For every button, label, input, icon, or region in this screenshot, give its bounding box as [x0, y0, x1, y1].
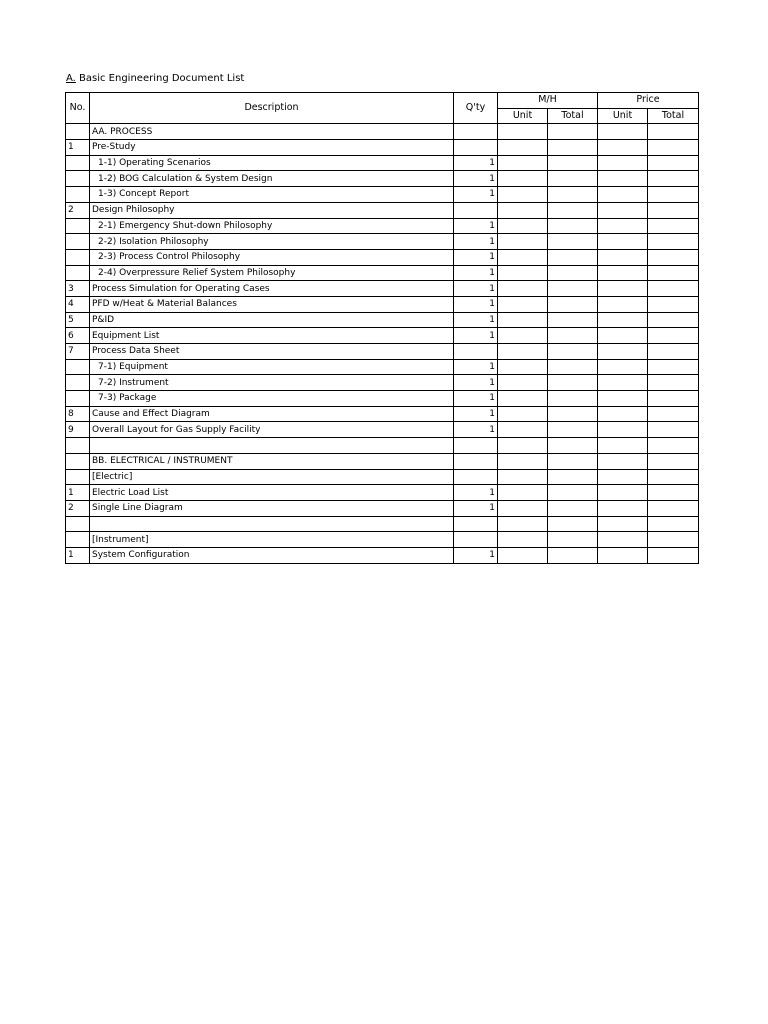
cell-qty: 1: [454, 422, 498, 438]
cell-price-unit: [598, 234, 648, 250]
cell-mh-unit: [498, 265, 548, 281]
cell-description: PFD w/Heat & Material Balances: [90, 296, 454, 312]
cell-mh-unit: [498, 328, 548, 344]
cell-no: 7: [66, 344, 90, 360]
cell-mh-unit: [498, 406, 548, 422]
cell-price-total: [648, 218, 699, 234]
cell-price-total: [648, 296, 699, 312]
document-title-prefix: A.: [66, 73, 76, 84]
cell-no: [66, 532, 90, 548]
table-row: [66, 249, 699, 265]
cell-price-unit: [598, 312, 648, 328]
table-row: [66, 140, 699, 156]
cell-price-total: [648, 359, 699, 375]
header-price-total: Total: [648, 108, 699, 124]
table-row: [66, 202, 699, 218]
cell-no: 6: [66, 328, 90, 344]
cell-description: Pre-Study: [90, 140, 454, 156]
cell-mh-total: [548, 375, 598, 391]
cell-price-total: [648, 328, 699, 344]
cell-price-unit: [598, 516, 648, 532]
cell-no: 2: [66, 500, 90, 516]
cell-price-total: [648, 500, 699, 516]
table-row: [66, 344, 699, 360]
cell-description: 1-3) Concept Report: [90, 187, 454, 203]
table-row: [66, 234, 699, 250]
cell-description: 7-1) Equipment: [90, 359, 454, 375]
cell-mh-total: [548, 202, 598, 218]
cell-no: [66, 124, 90, 140]
table-row: [66, 187, 699, 203]
cell-price-unit: [598, 218, 648, 234]
cell-description: 2-3) Process Control Philosophy: [90, 249, 454, 265]
cell-price-total: [648, 124, 699, 140]
cell-price-unit: [598, 406, 648, 422]
cell-price-unit: [598, 500, 648, 516]
cell-price-unit: [598, 469, 648, 485]
cell-description: 2-4) Overpressure Relief System Philosophy: [90, 265, 454, 281]
cell-mh-total: [548, 281, 598, 297]
cell-mh-unit: [498, 155, 548, 171]
table-row: [66, 281, 699, 297]
cell-no: [66, 516, 90, 532]
cell-price-unit: [598, 296, 648, 312]
cell-mh-total: [548, 391, 598, 407]
cell-description: [90, 516, 454, 532]
cell-qty: 1: [454, 328, 498, 344]
cell-price-unit: [598, 438, 648, 454]
cell-mh-unit: [498, 391, 548, 407]
cell-price-unit: [598, 547, 648, 563]
header-mh-total: Total: [548, 108, 598, 124]
cell-mh-total: [548, 547, 598, 563]
table-row: [66, 124, 699, 140]
cell-description: AA. PROCESS: [90, 124, 454, 140]
cell-mh-total: [548, 312, 598, 328]
table-row: [66, 516, 699, 532]
table-row: [66, 485, 699, 501]
table-row: [66, 296, 699, 312]
cell-mh-total: [548, 469, 598, 485]
cell-price-unit: [598, 249, 648, 265]
cell-price-unit: [598, 532, 648, 548]
cell-mh-total: [548, 422, 598, 438]
cell-description: 1-2) BOG Calculation & System Design: [90, 171, 454, 187]
cell-price-unit: [598, 359, 648, 375]
cell-description: Process Simulation for Operating Cases: [90, 281, 454, 297]
cell-description: Electric Load List: [90, 485, 454, 501]
cell-price-total: [648, 547, 699, 563]
cell-mh-unit: [498, 124, 548, 140]
table-row: [66, 218, 699, 234]
cell-mh-total: [548, 516, 598, 532]
cell-price-total: [648, 516, 699, 532]
cell-qty: [454, 438, 498, 454]
cell-no: 2: [66, 202, 90, 218]
cell-mh-unit: [498, 438, 548, 454]
cell-description: 2-2) Isolation Philosophy: [90, 234, 454, 250]
table-row: [66, 391, 699, 407]
cell-description: P&ID: [90, 312, 454, 328]
cell-no: 1: [66, 485, 90, 501]
cell-no: 1: [66, 547, 90, 563]
cell-description: 1-1) Operating Scenarios: [90, 155, 454, 171]
cell-qty: [454, 516, 498, 532]
table-row: [66, 438, 699, 454]
cell-price-total: [648, 453, 699, 469]
cell-mh-total: [548, 485, 598, 501]
cell-price-unit: [598, 171, 648, 187]
cell-qty: [454, 124, 498, 140]
cell-price-total: [648, 140, 699, 156]
cell-no: [66, 359, 90, 375]
cell-description: [Electric]: [90, 469, 454, 485]
cell-no: [66, 469, 90, 485]
cell-no: 1: [66, 140, 90, 156]
cell-mh-unit: [498, 500, 548, 516]
cell-price-unit: [598, 155, 648, 171]
header-price: Price: [598, 93, 699, 109]
cell-qty: 1: [454, 234, 498, 250]
cell-mh-total: [548, 218, 598, 234]
cell-price-total: [648, 312, 699, 328]
cell-mh-unit: [498, 312, 548, 328]
table-header: [66, 93, 699, 124]
cell-qty: 1: [454, 485, 498, 501]
cell-mh-unit: [498, 485, 548, 501]
cell-no: [66, 218, 90, 234]
cell-qty: 1: [454, 296, 498, 312]
cell-price-unit: [598, 344, 648, 360]
cell-no: [66, 187, 90, 203]
cell-description: Cause and Effect Diagram: [90, 406, 454, 422]
cell-mh-unit: [498, 202, 548, 218]
table-row: [66, 406, 699, 422]
cell-qty: 1: [454, 391, 498, 407]
header-qty: Q'ty: [454, 93, 498, 124]
cell-mh-total: [548, 140, 598, 156]
cell-qty: 1: [454, 547, 498, 563]
cell-mh-total: [548, 155, 598, 171]
cell-mh-total: [548, 234, 598, 250]
table-body: [66, 124, 699, 563]
table-row: [66, 532, 699, 548]
cell-mh-unit: [498, 375, 548, 391]
table-row: [66, 171, 699, 187]
cell-description: Process Data Sheet: [90, 344, 454, 360]
cell-price-unit: [598, 391, 648, 407]
table-row: [66, 422, 699, 438]
cell-price-total: [648, 532, 699, 548]
cell-mh-total: [548, 249, 598, 265]
header-no: No.: [66, 93, 90, 124]
header-mh: M/H: [498, 93, 598, 109]
cell-description: 7-2) Instrument: [90, 375, 454, 391]
cell-qty: 1: [454, 359, 498, 375]
table-row: [66, 500, 699, 516]
cell-price-unit: [598, 281, 648, 297]
cell-mh-total: [548, 124, 598, 140]
cell-mh-unit: [498, 249, 548, 265]
cell-price-unit: [598, 422, 648, 438]
cell-mh-unit: [498, 469, 548, 485]
cell-qty: [454, 202, 498, 218]
cell-mh-total: [548, 328, 598, 344]
cell-price-total: [648, 281, 699, 297]
cell-no: [66, 453, 90, 469]
cell-qty: [454, 453, 498, 469]
cell-description: BB. ELECTRICAL / INSTRUMENT: [90, 453, 454, 469]
cell-description: [Instrument]: [90, 532, 454, 548]
cell-description: Overall Layout for Gas Supply Facility: [90, 422, 454, 438]
cell-no: [66, 155, 90, 171]
cell-description: [90, 438, 454, 454]
cell-qty: [454, 469, 498, 485]
cell-mh-unit: [498, 171, 548, 187]
cell-price-total: [648, 202, 699, 218]
header-price-unit: Unit: [598, 108, 648, 124]
cell-description: Single Line Diagram: [90, 500, 454, 516]
cell-mh-total: [548, 453, 598, 469]
cell-qty: 1: [454, 406, 498, 422]
header-description: Description: [90, 93, 454, 124]
cell-price-total: [648, 171, 699, 187]
cell-price-unit: [598, 375, 648, 391]
cell-no: 9: [66, 422, 90, 438]
cell-price-unit: [598, 265, 648, 281]
cell-no: 8: [66, 406, 90, 422]
table-row: [66, 155, 699, 171]
cell-mh-total: [548, 406, 598, 422]
cell-mh-total: [548, 265, 598, 281]
cell-mh-unit: [498, 344, 548, 360]
cell-no: 3: [66, 281, 90, 297]
cell-mh-unit: [498, 516, 548, 532]
header-mh-unit: Unit: [498, 108, 548, 124]
cell-qty: 1: [454, 375, 498, 391]
cell-price-unit: [598, 202, 648, 218]
cell-price-total: [648, 155, 699, 171]
cell-price-total: [648, 422, 699, 438]
table-row: [66, 547, 699, 563]
table-row: [66, 375, 699, 391]
cell-price-total: [648, 249, 699, 265]
cell-description: 2-1) Emergency Shut-down Philosophy: [90, 218, 454, 234]
cell-price-unit: [598, 124, 648, 140]
cell-qty: [454, 344, 498, 360]
cell-mh-unit: [498, 140, 548, 156]
cell-mh-unit: [498, 281, 548, 297]
cell-price-unit: [598, 453, 648, 469]
cell-mh-total: [548, 359, 598, 375]
cell-no: [66, 391, 90, 407]
cell-no: 4: [66, 296, 90, 312]
cell-mh-total: [548, 296, 598, 312]
cell-mh-unit: [498, 218, 548, 234]
cell-price-total: [648, 485, 699, 501]
cell-no: [66, 171, 90, 187]
cell-price-unit: [598, 140, 648, 156]
cell-qty: [454, 532, 498, 548]
table-row: [66, 312, 699, 328]
cell-price-unit: [598, 328, 648, 344]
cell-mh-total: [548, 171, 598, 187]
cell-qty: 1: [454, 281, 498, 297]
cell-mh-total: [548, 187, 598, 203]
cell-no: [66, 265, 90, 281]
document-list-table: [65, 92, 699, 564]
cell-mh-total: [548, 438, 598, 454]
cell-mh-unit: [498, 359, 548, 375]
cell-qty: 1: [454, 218, 498, 234]
cell-no: [66, 375, 90, 391]
cell-mh-total: [548, 500, 598, 516]
table-row: [66, 328, 699, 344]
cell-description: 7-3) Package: [90, 391, 454, 407]
cell-mh-unit: [498, 234, 548, 250]
cell-qty: 1: [454, 249, 498, 265]
table-row: [66, 453, 699, 469]
cell-price-total: [648, 265, 699, 281]
cell-mh-unit: [498, 187, 548, 203]
table-row: [66, 469, 699, 485]
cell-price-total: [648, 375, 699, 391]
cell-price-unit: [598, 187, 648, 203]
cell-price-total: [648, 187, 699, 203]
cell-qty: 1: [454, 155, 498, 171]
cell-price-total: [648, 438, 699, 454]
cell-qty: 1: [454, 171, 498, 187]
cell-no: [66, 438, 90, 454]
cell-no: 5: [66, 312, 90, 328]
document-title-text: Basic Engineering Document List: [75, 73, 245, 84]
document-title: [66, 72, 244, 86]
cell-mh-unit: [498, 422, 548, 438]
cell-price-total: [648, 344, 699, 360]
cell-mh-unit: [498, 547, 548, 563]
header-row-top: [66, 93, 699, 109]
cell-mh-total: [548, 344, 598, 360]
cell-qty: 1: [454, 312, 498, 328]
cell-description: Equipment List: [90, 328, 454, 344]
cell-qty: 1: [454, 187, 498, 203]
cell-qty: 1: [454, 500, 498, 516]
cell-no: [66, 234, 90, 250]
cell-price-total: [648, 234, 699, 250]
cell-description: System Configuration: [90, 547, 454, 563]
cell-price-total: [648, 406, 699, 422]
cell-price-total: [648, 469, 699, 485]
table-row: [66, 265, 699, 281]
cell-mh-unit: [498, 453, 548, 469]
cell-mh-total: [548, 532, 598, 548]
cell-description: Design Philosophy: [90, 202, 454, 218]
cell-qty: [454, 140, 498, 156]
cell-mh-unit: [498, 296, 548, 312]
table-row: [66, 359, 699, 375]
cell-mh-unit: [498, 532, 548, 548]
cell-price-unit: [598, 485, 648, 501]
cell-no: [66, 249, 90, 265]
cell-qty: 1: [454, 265, 498, 281]
cell-price-total: [648, 391, 699, 407]
